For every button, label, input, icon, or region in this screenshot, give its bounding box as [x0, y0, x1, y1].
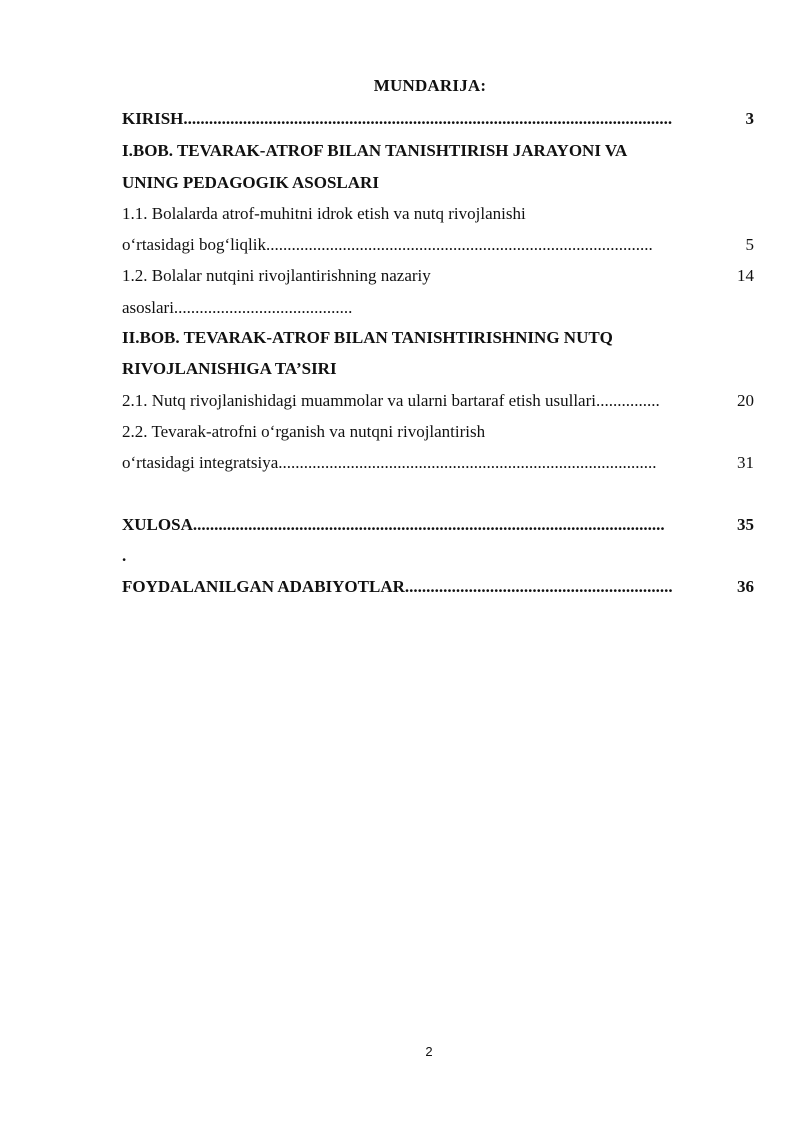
toc-section-1-1	[122, 202, 754, 226]
toc-page-number: 36	[729, 575, 754, 599]
toc-section-1-2-cont	[122, 296, 754, 320]
toc-page-number: 20	[729, 389, 754, 413]
toc-page-number: 35	[729, 513, 754, 537]
toc-section-1-1-cont	[122, 233, 754, 257]
toc-entry-text: FOYDALANILGAN ADABIYOTLAR...............................................................	[122, 577, 673, 596]
toc-entry-text: .	[122, 546, 127, 565]
toc-section-2-2-cont	[122, 451, 754, 475]
toc-entry-text: 2.1. Nutq rivojlanishidagi muammolar va ularni bartaraf etish usullari...............	[122, 391, 660, 410]
toc-entry-text: XULOSA...............................................................................................................	[122, 515, 665, 534]
toc-chapter-1-title-cont	[122, 171, 754, 195]
toc-section-2-2	[122, 420, 754, 444]
toc-page-number: 14	[729, 264, 754, 288]
toc-chapter-1-title	[122, 139, 754, 163]
toc-entry-text: asoslari..........................................	[122, 298, 353, 317]
toc-page-number: 5	[738, 233, 755, 257]
toc-entry-text: KIRISH...................................................................................................................	[122, 109, 673, 128]
toc-entry-text: o‘rtasidagi bog‘liqlik...........................................................................................	[122, 235, 653, 254]
toc-entry-text: I.BOB. TEVARAK-ATROF BILAN TANISHTIRISH JARAYONI VA	[122, 141, 628, 160]
toc-entry-text: o‘rtasidagi integratsiya.........................................................................................	[122, 453, 657, 472]
toc-entry-text: UNING PEDAGOGIK ASOSLARI	[122, 173, 379, 192]
toc-section-2-1	[122, 389, 754, 413]
toc-entry-kirish	[122, 107, 754, 131]
toc-entry-xulosa	[122, 513, 754, 537]
toc-entry-text: 1.1. Bolalarda atrof-muhitni idrok etish va nutq rivojlanishi	[122, 204, 526, 223]
toc-entry-text: 2.2. Tevarak-atrofni o‘rganish va nutqni rivojlantirish	[122, 422, 486, 441]
toc-entry-text: RIVOJLANISHIGA TA’SIRI	[122, 359, 337, 378]
toc-section-1-2	[122, 264, 754, 288]
toc-entry-adabiyotlar	[122, 575, 754, 599]
toc-page-number: 3	[738, 107, 755, 131]
toc-entry-text: II.BOB. TEVARAK-ATROF BILAN TANISHTIRISHNING NUTQ	[122, 328, 613, 347]
toc-title: MUNDARIJA:	[373, 76, 487, 95]
toc-chapter-2-title	[122, 326, 754, 350]
stray-dot	[122, 544, 754, 568]
toc-page-number: 31	[729, 451, 754, 475]
toc-chapter-2-title-cont	[122, 357, 754, 381]
page-number: 2	[425, 1044, 433, 1059]
toc-entry-text: 1.2. Bolalar nutqini rivojlantirishning nazariy	[122, 266, 431, 285]
